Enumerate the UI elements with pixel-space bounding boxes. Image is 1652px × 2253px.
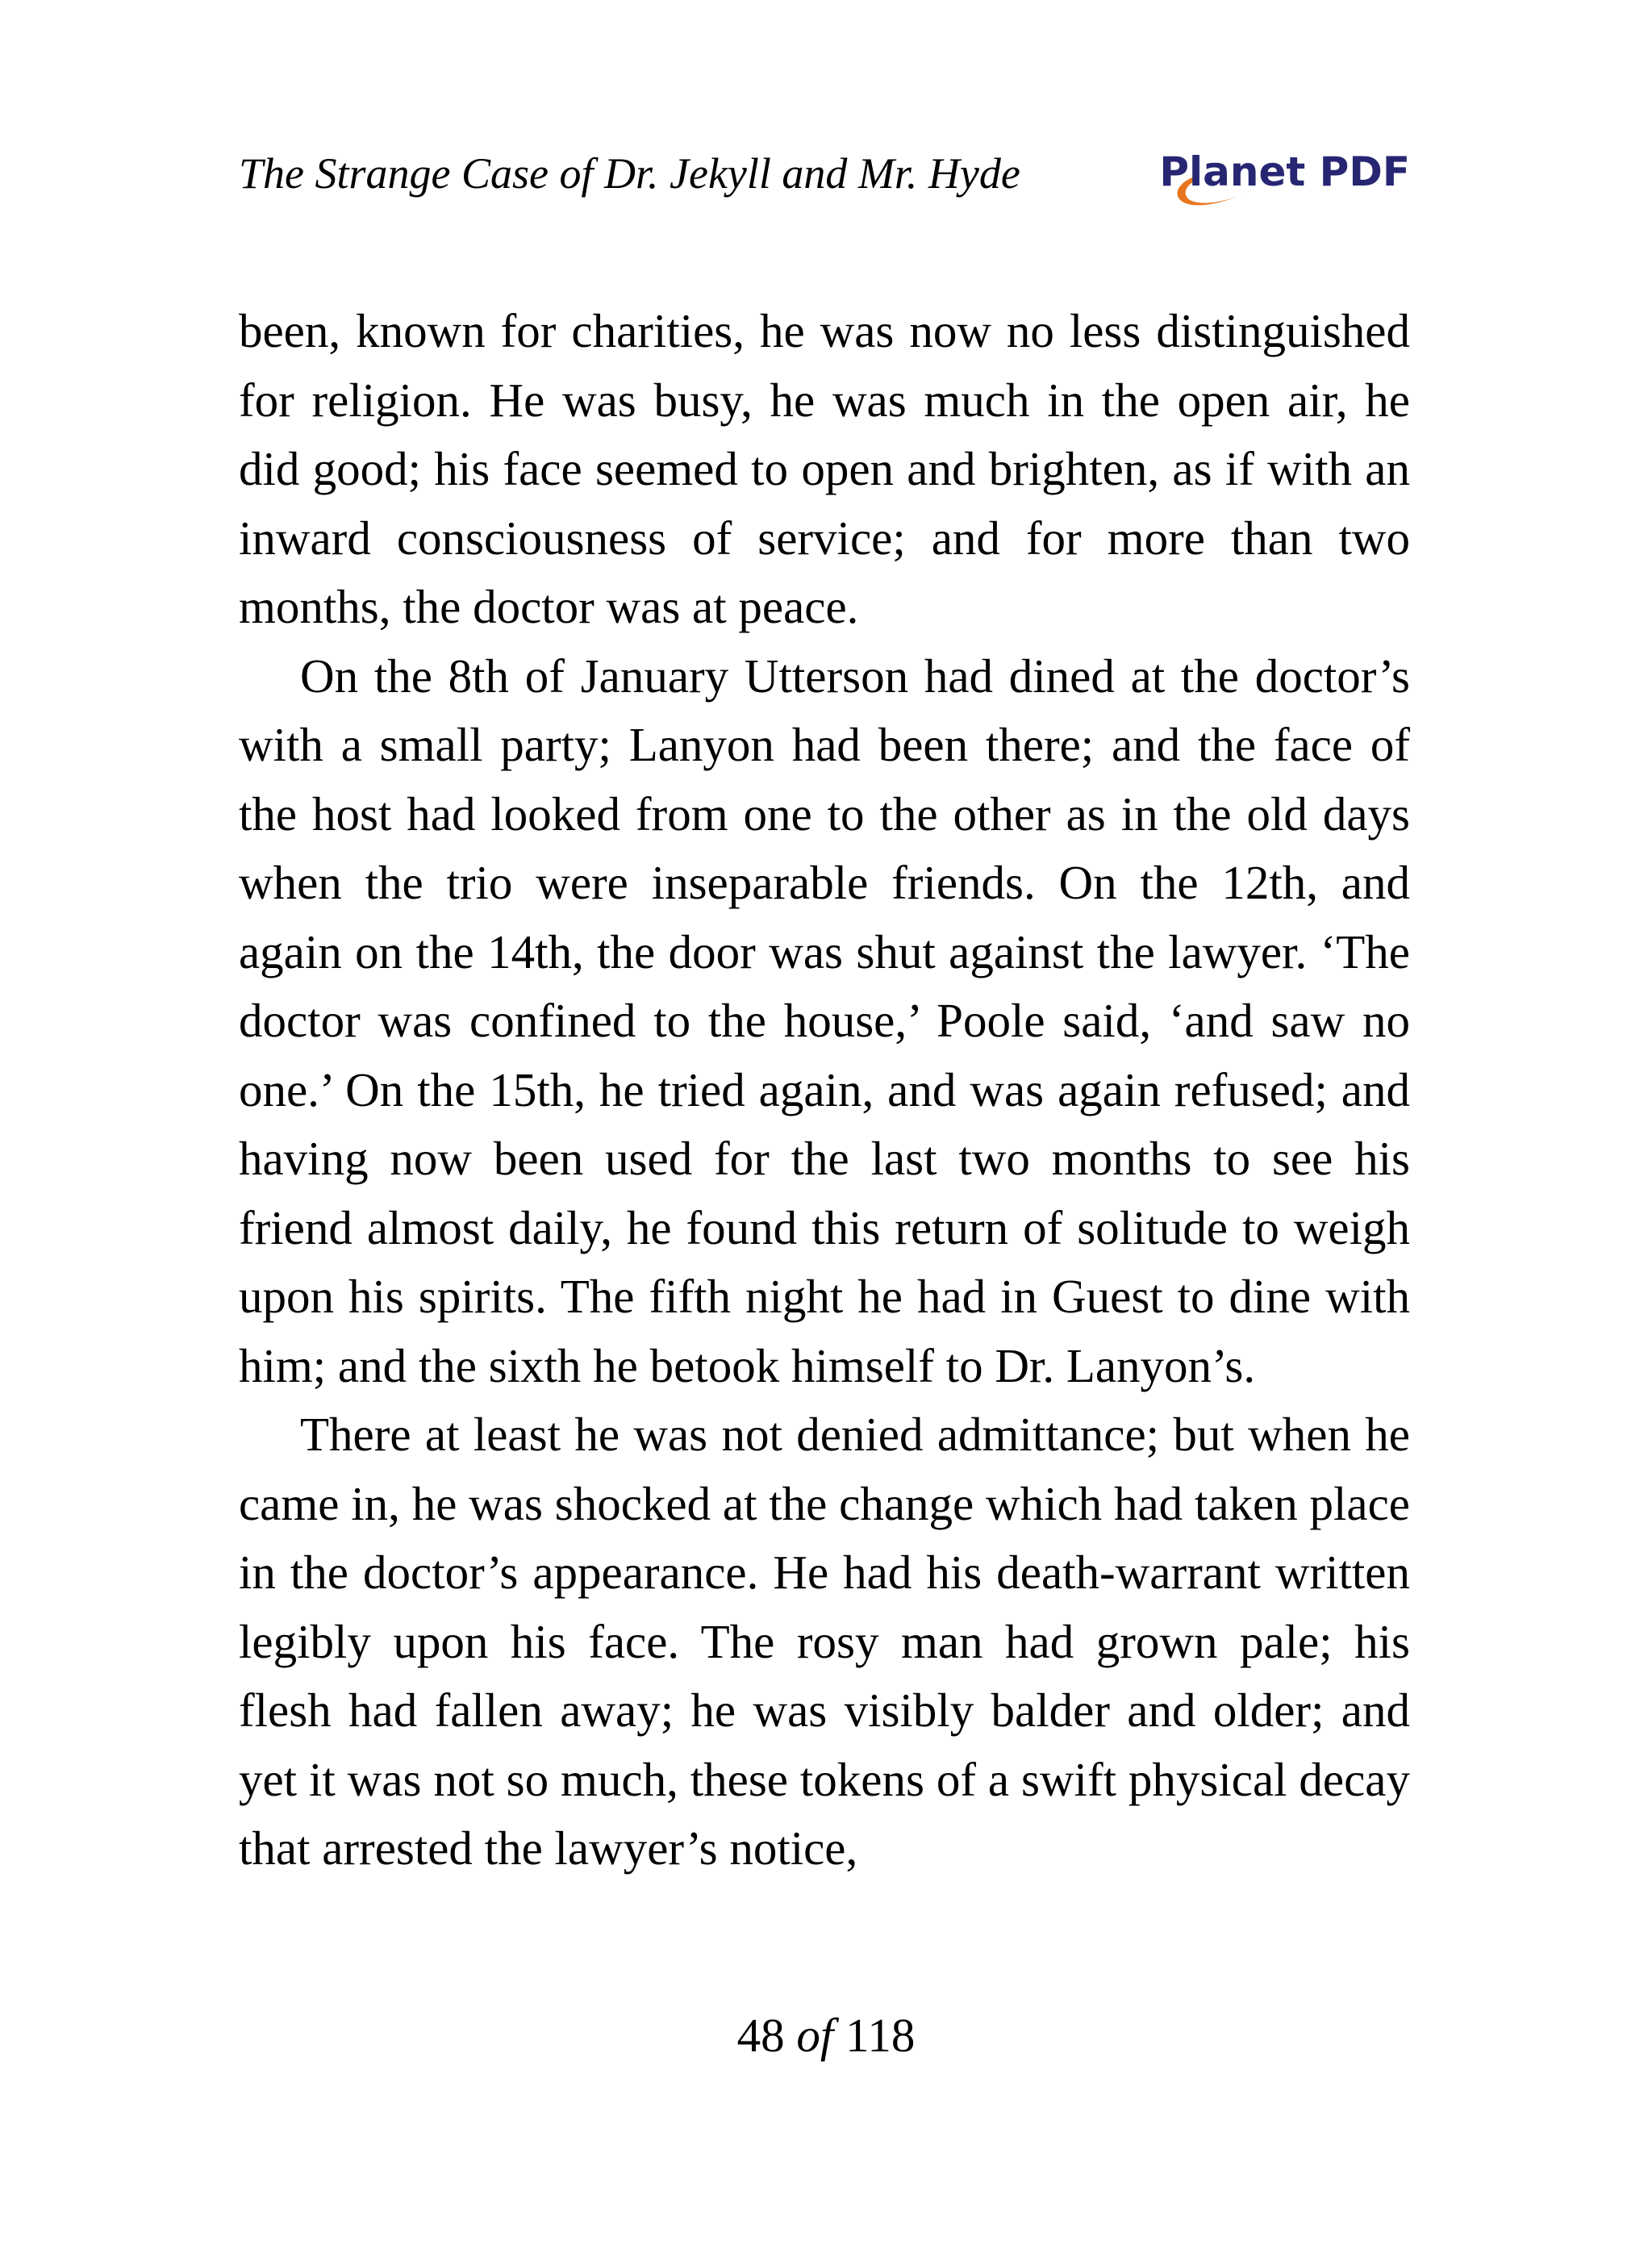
page-body <box>239 297 1410 1884</box>
total-pages: 118 <box>845 2009 916 2062</box>
paragraph: There at least he was not denied admittance; but when he came in, he was shocked at the change which had taken place in the doctor’s appearance. He had his death-warrant written legibly upon his face. The rosy man had grown pale; his flesh had fallen away; he was visibly balder and older; and yet it was not so much, these tokens of a swift physical decay that arrested the lawyer’s notice, <box>239 1408 1410 1875</box>
of-label: of <box>796 2009 834 2062</box>
brand-text: Planet PDF <box>1159 148 1410 195</box>
running-title: The Strange Case of Dr. Jekyll and Mr. Hyde <box>239 149 1020 198</box>
page-number <box>0 2009 1652 2062</box>
page-header <box>239 145 1410 223</box>
planet-pdf-logo <box>1159 145 1410 218</box>
paragraph: been, known for charities, he was now no less distinguished for religion. He was busy, he was much in the open air, he did good; his face seemed to open and brighten, as if with an inward consciousness of service; and for more than two months, the doctor was at peace. <box>239 304 1410 633</box>
current-page: 48 <box>736 2009 785 2062</box>
paragraph: On the 8th of January Utterson had dined at the doctor’s with a small party; Lanyon had been there; and the face of the host had looked from one to the other as in the old days when the trio were inseparable friends. On the 12th, and again on the 14th, the door was shut against the lawyer. ‘The doctor was confined to the house,’ Poole said, ‘and saw no one.’ On the 15th, he tried again, and was again refused; and having now been used for the last two months to see his friend almost daily, he found this return of solitude to weigh upon his spirits. The fifth night he had in Guest to dine with him; and the sixth he betook himself to Dr. Lanyon’s. <box>239 649 1410 1392</box>
